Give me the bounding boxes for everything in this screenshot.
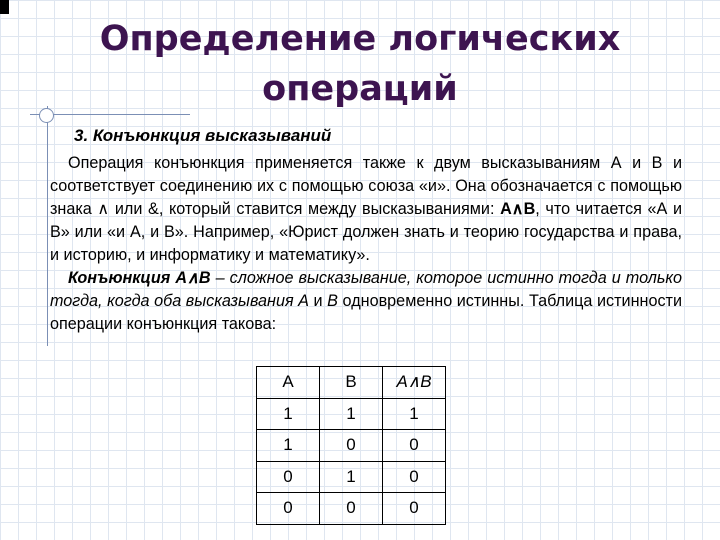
and-symbol: ∧: [97, 200, 110, 218]
table-cell: 0: [383, 493, 446, 525]
p1-text-1: Операция конъюнкция применяется также к двум высказываниям А и В и соответствует соединению их с помощью союза «и». Она обозначается с помощью знака: [50, 154, 682, 218]
table-cell: 1: [320, 461, 383, 493]
table-row: [257, 493, 446, 525]
truth-table: [256, 366, 446, 525]
decor-vertical-line: [47, 106, 48, 346]
decor-circle: [39, 108, 54, 123]
table-row: [257, 430, 446, 462]
table-row: [257, 398, 446, 430]
corner-mark: [0, 0, 9, 14]
conjunction-term: Конъюнкция А∧В: [68, 269, 211, 287]
var-a: А: [298, 292, 309, 310]
table-cell: 1: [320, 398, 383, 430]
table-cell: 1: [257, 398, 320, 430]
table-cell: 0: [320, 430, 383, 462]
ampersand-symbol: &: [148, 200, 159, 218]
p1-text-2: или: [109, 200, 149, 218]
body-text: [50, 152, 682, 336]
table-header-row: [257, 367, 446, 399]
var-b: В: [327, 292, 338, 310]
expr-conjunction: А∧В: [500, 200, 536, 218]
table-cell: 0: [320, 493, 383, 525]
header-a: А: [257, 367, 320, 399]
p1-text-4: , что читается «А и В» или «и А, и В». Например, «Юрист должен знать и теорию государства и права, и историю, и информатику и математику».: [50, 200, 682, 264]
header-a-and-b: А∧В: [383, 367, 446, 399]
table-cell: 0: [257, 461, 320, 493]
table-cell: 0: [383, 430, 446, 462]
paragraph-definition: [50, 152, 682, 267]
section-heading: 3. Конъюнкция высказываний: [74, 126, 332, 145]
table-row: [257, 461, 446, 493]
p1-text-3: , который ставится между высказываниями:: [158, 200, 501, 218]
p2-text-2: и: [308, 292, 328, 310]
p2-text-3: одновременно истинны. Таблица истинности операции конъюнкция такова:: [50, 292, 682, 333]
header-b: В: [320, 367, 383, 399]
table-cell: 0: [383, 461, 446, 493]
page-title: Определение логических операций: [99, 19, 621, 109]
p2-text-1: – сложное высказывание, которое истинно тогда и только тогда, когда оба высказывания: [50, 269, 683, 310]
paragraph-truth: [50, 267, 682, 336]
decor-horizontal-line: [30, 114, 190, 115]
table-cell: 1: [257, 430, 320, 462]
table-cell: 1: [383, 398, 446, 430]
table-cell: 0: [257, 493, 320, 525]
